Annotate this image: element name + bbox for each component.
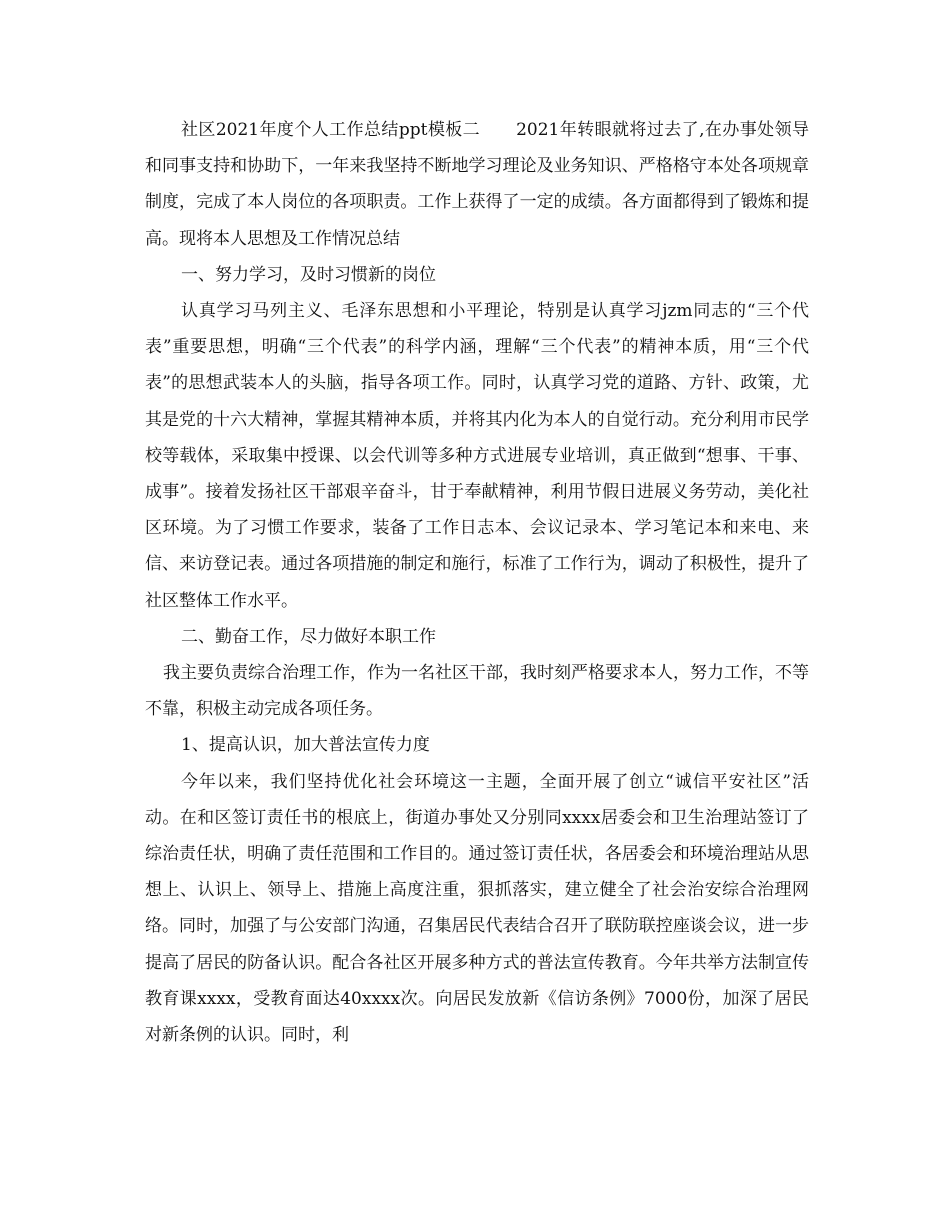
heading-section-2: 二、勤奋工作，尽力做好本职工作: [181, 626, 436, 647]
paragraph-intro: [145, 112, 809, 257]
intro-text: 2021年转眼就将过去了,在办事处领导和同事支持和协助下，一年来我坚持不断地学习理论及业务知识、严格格守本处各项规章制度，完成了本人岗位的各项职责。工作上获得了一定的成绩。各方面都得到了锻炼和提高。现将本人思想及工作情况总结: [145, 120, 809, 249]
paragraph-duty: 我主要负责综合治理工作，作为一名社区干部，我时刻严格要求本人，努力工作，不等不靠，积极主动完成各项任务。: [145, 663, 809, 720]
paragraph-legal-promotion: 今年以来，我们坚持优化社会环境这一主题，全面开展了创立“诚信平安社区”活动。在和区签订责任书的根底上，街道办事处又分别同xxxx居委会和卫生治理站签订了综治责任状，明确了责任范围和工作目的。通过签订责任状，各居委会和环境治理站从思想上、认识上、领导上、措施上高度注重，狠抓落实，建立健全了社会治安综合治理网络。同时，加强了与公安部门沟通，召集居民代表结合召开了联防联控座谈会议，进一步提高了居民的防备认识。配合各社区开展多种方式的普法宣传教育。今年共举方法制宣传教育课xxxx，受教育面达40xxxx次。向居民发放新《信访条例》7000份，加深了居民对新条例的认识。同时，利: [145, 771, 809, 1046]
paragraph-study: 认真学习马列主义、毛泽东思想和小平理论，特别是认真学习jzm同志的“三个代表”重要思想，明确“三个代表”的科学内涵，理解“三个代表”的精神本质，用“三个代表”的思想武装本人的头脑，指导各项工作。同时，认真学习党的道路、方针、政策，尤其是党的十六大精神，掌握其精神本质，并将其内化为本人的自觉行动。充分利用市民学校等载体，采取集中授课、以会代训等多种方式进展专业培训，真正做到“想事、干事、成事”。接着发扬社区干部艰辛奋斗，甘于奉献精神，利用节假日进展义务劳动，美化社区环境。为了习惯工作要求，装备了工作日志本、会议记录本、学习笔记本和来电、来信、来访登记表。通过各项措施的制定和施行，标准了工作行为，调动了积极性，提升了社区整体工作水平。: [145, 301, 809, 611]
heading-subsection-1: 1、提高认识，加大普法宣传力度: [181, 735, 430, 756]
document-page: [145, 112, 809, 1053]
heading-section-1: 一、努力学习，及时习惯新的岗位: [181, 264, 436, 285]
document-title: 社区2021年度个人工作总结ppt模板二: [181, 120, 481, 140]
